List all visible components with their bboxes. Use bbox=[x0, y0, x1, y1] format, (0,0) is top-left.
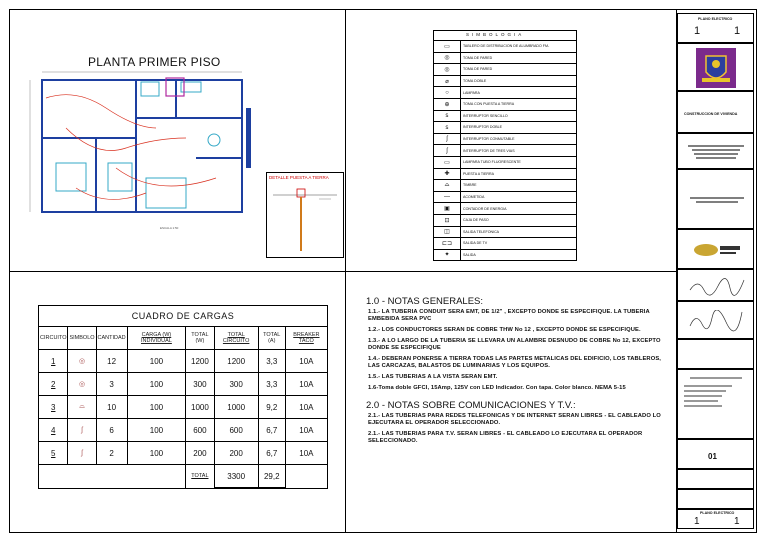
symbol-legend-row bbox=[434, 180, 577, 192]
floor-plan-drawing bbox=[16, 68, 266, 228]
switch-icon: ꜱ bbox=[434, 122, 461, 134]
symbol-legend-row bbox=[434, 203, 577, 215]
symbol-legend-row bbox=[434, 64, 577, 76]
description-cell bbox=[677, 369, 754, 439]
cell-symbol: ʃ bbox=[68, 442, 96, 465]
communication-notes-list bbox=[366, 413, 672, 445]
meter-icon: ▣ bbox=[434, 203, 461, 215]
cell-qty: 6 bbox=[96, 419, 127, 442]
tv-icon: ⊏⊐ bbox=[434, 238, 461, 250]
cell-symbol: ʃ bbox=[68, 419, 96, 442]
note-item: 1.2.- LOS CONDUCTORES SERAN DE COBRE THW No 12 , EXCEPTO DONDE SE ESPECIFIQUE. bbox=[368, 327, 641, 333]
cell-circuit: 5 bbox=[39, 442, 68, 465]
cell-amps: 6,7 bbox=[258, 442, 285, 465]
project-cell bbox=[677, 91, 754, 133]
symbol-label: TIMBRE bbox=[461, 180, 577, 192]
table-total-row bbox=[39, 465, 327, 488]
cell-circuit: 4 bbox=[39, 419, 68, 442]
cell-load: 100 bbox=[127, 442, 186, 465]
sheet-number: 1 bbox=[694, 25, 701, 37]
divider-horizontal bbox=[9, 271, 676, 272]
load-schedule-table bbox=[39, 327, 327, 488]
symbol-legend-row bbox=[434, 75, 577, 87]
sheet-code-cell bbox=[677, 439, 754, 469]
ground-outlet-icon: ⊕ bbox=[434, 98, 461, 110]
sheet-code: 01 bbox=[708, 452, 717, 461]
symbol-legend-row bbox=[434, 238, 577, 250]
symbol-legend-row bbox=[434, 226, 577, 238]
footer-sheet-number: 1 bbox=[694, 516, 700, 527]
cell-symbol: ⌓ bbox=[68, 396, 96, 419]
sheet-total: 1 bbox=[734, 25, 741, 37]
general-notes-title: 1.0 - NOTAS GENERALES: bbox=[366, 296, 484, 307]
municipal-seal-icon bbox=[696, 48, 736, 88]
column-header: CARGA (W) INDIVIDUAL bbox=[127, 327, 186, 350]
cell-total-w: 1200 bbox=[186, 350, 214, 373]
location-cell bbox=[677, 133, 754, 169]
symbol-label: SALIDA TELEFONICA bbox=[461, 226, 577, 238]
logo-cell bbox=[677, 43, 754, 91]
symbol-label: PUESTA A TIERRA bbox=[461, 168, 577, 180]
scale-label: ESCALA 1:50 bbox=[160, 226, 179, 230]
symbol-legend-row bbox=[434, 249, 577, 261]
cell-symbol: ◎ bbox=[68, 350, 96, 373]
panel-icon: ▭ bbox=[434, 41, 461, 53]
outlet-icon: ◎ bbox=[434, 52, 461, 64]
note-item: 2.1.- LAS TUBERIAS PARA T.V. SERAN LIBRES - EL CABLEADO LO EJECUTARA EL OPERADOR SELECCIONADO. bbox=[368, 431, 643, 444]
symbol-legend-row bbox=[434, 122, 577, 134]
title-block bbox=[677, 13, 754, 529]
table-row bbox=[39, 373, 327, 396]
cell-circuit: 1 bbox=[39, 350, 68, 373]
column-header: BREAKER TACO bbox=[285, 327, 327, 350]
title-block-header bbox=[677, 13, 754, 43]
light-icon: ○ bbox=[434, 87, 461, 99]
note-item: 2.1.- LAS TUBERIAS PARA REDES TELEFONICAS Y DE INTERNET SERAN LIBRES - EL CABLEADO LO EJECUTARA EL OPERADOR SELECCIONADO. bbox=[368, 413, 661, 426]
star-icon: ✦ bbox=[434, 249, 461, 261]
symbol-label: LAMPARA bbox=[461, 87, 577, 99]
ground-detail bbox=[266, 172, 344, 258]
plan-name: PLANO ELECTRICO bbox=[698, 17, 733, 21]
box-icon: ⊡ bbox=[434, 214, 461, 226]
symbol-label: TOMA CON PUESTA A TIERRA bbox=[461, 98, 577, 110]
note-item: 1.1.- LA TUBERIA CONDUIT SERA EMT, DE 1/2" , EXCEPTO DONDE SE ESPECIFIQUE. LA TUBERIA EMBEBIDA SERA PVC bbox=[368, 309, 650, 322]
cell-qty: 2 bbox=[96, 442, 127, 465]
cell-amps: 9,2 bbox=[258, 396, 285, 419]
cell-total-c: 1200 bbox=[214, 350, 258, 373]
cell-qty: 10 bbox=[96, 396, 127, 419]
table-row bbox=[39, 419, 327, 442]
column-header: CANTIDAD bbox=[96, 327, 127, 350]
symbol-label: SALIDA bbox=[461, 249, 577, 261]
ground-icon: ✚ bbox=[434, 168, 461, 180]
column-header: TOTAL CIRCUITO bbox=[214, 327, 258, 350]
general-notes-list bbox=[366, 309, 672, 392]
cell-circuit: 2 bbox=[39, 373, 68, 396]
symbol-label: SALIDA DE TV bbox=[461, 238, 577, 250]
symbol-legend-row bbox=[434, 52, 577, 64]
cell-breaker: 10A bbox=[285, 442, 327, 465]
total-label: TOTAL bbox=[186, 465, 214, 488]
load-schedule-title: CUADRO DE CARGAS bbox=[39, 306, 327, 327]
symbol-legend bbox=[433, 30, 577, 261]
cell-load: 100 bbox=[127, 396, 186, 419]
outlet-icon: ◎ bbox=[434, 64, 461, 76]
switch-icon: ʃ bbox=[434, 133, 461, 145]
load-schedule bbox=[38, 305, 328, 489]
fluorescent-icon: ▭ bbox=[434, 156, 461, 168]
switch-icon: ꜱ bbox=[434, 110, 461, 122]
scale-cell bbox=[677, 489, 754, 509]
cell-total-w: 200 bbox=[186, 442, 214, 465]
project-name: CONSTRUCCION DE VIVIENDA bbox=[684, 112, 738, 116]
note-item: 1.4.- DEBERAN PONERSE A TIERRA TODAS LAS PARTES METALICAS DEL EDIFICIO, LOS TABLEROS, LAS CARCAZAS, BALASTOS DE LUMINARIAS Y LOS EQUIPOS. bbox=[368, 356, 661, 369]
table-row bbox=[39, 350, 327, 373]
detail-title: DETALLE PUESTA A TIERRA bbox=[269, 175, 329, 180]
owner-cell bbox=[677, 169, 754, 229]
firm-cell bbox=[677, 229, 754, 269]
cell-qty: 12 bbox=[96, 350, 127, 373]
symbol-legend-row bbox=[434, 87, 577, 99]
cell-breaker: 10A bbox=[285, 396, 327, 419]
symbol-legend-row bbox=[434, 98, 577, 110]
cell-total-w: 600 bbox=[186, 419, 214, 442]
symbol-label: TABLERO DE DISTRIBUCION DE ALUMBRADO FM- bbox=[461, 41, 577, 53]
symbol-legend-row bbox=[434, 133, 577, 145]
cell-symbol: ◎ bbox=[68, 373, 96, 396]
column-header: SIMBOLO bbox=[68, 327, 96, 350]
note-item: 1.6-Toma doble GFCI, 15Amp, 125V con LED Indicador. Con tapa. Color blanco. NEMA 5-15 bbox=[368, 385, 626, 391]
cell-circuit: 3 bbox=[39, 396, 68, 419]
notes-section bbox=[366, 296, 672, 449]
symbol-label: INTERRUPTOR SENCILLO bbox=[461, 110, 577, 122]
symbol-label: INTERRUPTOR DE TRES VIAS bbox=[461, 145, 577, 157]
content-cell bbox=[677, 339, 754, 369]
table-row bbox=[39, 396, 327, 419]
symbol-label: TOMA DOBLE bbox=[461, 75, 577, 87]
footer-sheet-total: 1 bbox=[734, 516, 740, 527]
total-watts: 3300 bbox=[214, 465, 258, 488]
cell-load: 100 bbox=[127, 419, 186, 442]
communication-notes-title: 2.0 - NOTAS SOBRE COMUNICACIONES Y T.V.: bbox=[366, 400, 576, 411]
bell-icon: ⌓ bbox=[434, 180, 461, 192]
footer-plan-name: PLANO ELECTRICO bbox=[700, 511, 735, 515]
title-block-footer bbox=[677, 509, 754, 529]
symbol-legend-row bbox=[434, 214, 577, 226]
symbol-label: LAMPARA TUBO FLUORESCENTE bbox=[461, 156, 577, 168]
symbol-legend-row bbox=[434, 41, 577, 53]
cell-total-w: 1000 bbox=[186, 396, 214, 419]
wire-icon: — bbox=[434, 191, 461, 203]
plan-title: PLANTA PRIMER PISO bbox=[88, 55, 221, 69]
signature-2 bbox=[688, 310, 746, 332]
signature-cell-2 bbox=[677, 301, 754, 339]
cell-breaker: 10A bbox=[285, 419, 327, 442]
phone-icon: ◫ bbox=[434, 226, 461, 238]
symbol-label: CONTADOR DE ENERGIA bbox=[461, 203, 577, 215]
symbol-legend-title: SIMBOLOGIA bbox=[466, 32, 525, 37]
cell-amps: 3,3 bbox=[258, 373, 285, 396]
symbol-label: INTERRUPTOR DOBLE bbox=[461, 122, 577, 134]
symbol-label: ACOMETIDA bbox=[461, 191, 577, 203]
symbol-label: CAJA DE PASO bbox=[461, 214, 577, 226]
date-cell bbox=[677, 469, 754, 489]
note-item: 1.3.- A LO LARGO DE LA TUBERIA SE LLEVARA UN ALAMBRE DESNUDO DE COBRE No 12, EXCEPTO DONDE SE ESPECIFIQUE bbox=[368, 338, 661, 351]
symbol-legend-row bbox=[434, 110, 577, 122]
description-text-block bbox=[682, 376, 750, 416]
cell-load: 100 bbox=[127, 350, 186, 373]
cell-total-w: 300 bbox=[186, 373, 214, 396]
owner-text-block bbox=[690, 196, 744, 204]
column-header: TOTAL (W) bbox=[186, 327, 214, 350]
ground-detail-drawing bbox=[273, 185, 337, 253]
table-header-row bbox=[39, 327, 327, 350]
cell-load: 100 bbox=[127, 373, 186, 396]
symbol-legend-row bbox=[434, 168, 577, 180]
cell-breaker: 10A bbox=[285, 373, 327, 396]
signature-1 bbox=[688, 276, 746, 298]
symbol-legend-row bbox=[434, 145, 577, 157]
cell-total-c: 300 bbox=[214, 373, 258, 396]
cell-breaker: 10A bbox=[285, 350, 327, 373]
table-row bbox=[39, 442, 327, 465]
symbol-label: INTERRUPTOR CONMUTABLE bbox=[461, 133, 577, 145]
cell-qty: 3 bbox=[96, 373, 127, 396]
switch-icon: ʃ bbox=[434, 145, 461, 157]
symbol-label: TOMA DE PARED bbox=[461, 52, 577, 64]
cell-total-c: 1000 bbox=[214, 396, 258, 419]
column-header: CIRCUITO bbox=[39, 327, 68, 350]
cell-total-c: 600 bbox=[214, 419, 258, 442]
total-amps: 29,2 bbox=[258, 465, 285, 488]
signature-cell-1 bbox=[677, 269, 754, 301]
cell-total-c: 200 bbox=[214, 442, 258, 465]
cell-amps: 3,3 bbox=[258, 350, 285, 373]
firm-logo-icon bbox=[692, 242, 742, 258]
symbol-label: TOMA DE PARED bbox=[461, 64, 577, 76]
double-outlet-icon: ⌀ bbox=[434, 75, 461, 87]
column-header: TOTAL (A) bbox=[258, 327, 285, 350]
cell-amps: 6,7 bbox=[258, 419, 285, 442]
symbol-legend-row bbox=[434, 191, 577, 203]
symbol-legend-row bbox=[434, 156, 577, 168]
location-text-block bbox=[688, 144, 746, 160]
note-item: 1.5.- LAS TUBERIAS A LA VISTA SERAN EMT. bbox=[368, 374, 498, 380]
